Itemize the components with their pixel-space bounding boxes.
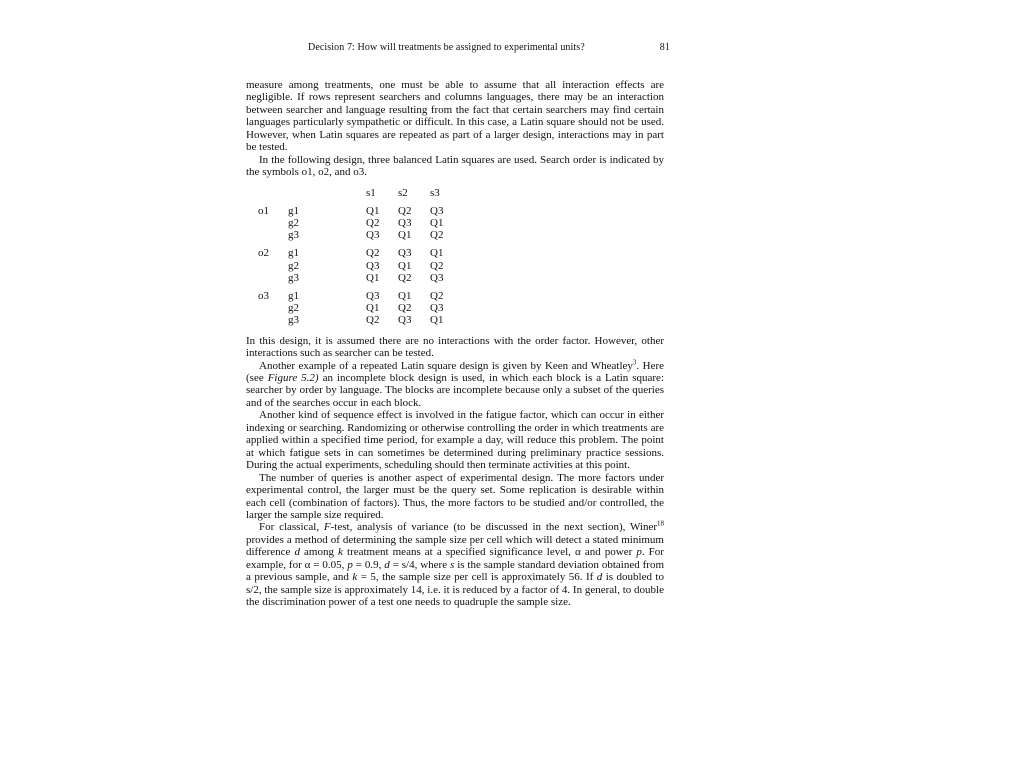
table-cell: Q2: [430, 290, 444, 303]
table-cell: Q1: [430, 217, 444, 230]
table-cell: Q2: [366, 217, 380, 230]
paragraph-5: Another kind of sequence effect is involved in the fatigue factor, which can occur in either indexing or searching. Randomizing or otherwise controlling the order in which treatments are applied within a specified time period, for example a day, will reduce this problem. The point at which fatigue sets in can sometimes be determined during preliminary practice sessions. During the actual experiments, scheduling should then terminate activities at this point.: [246, 409, 664, 472]
math-symbol: s: [450, 558, 455, 571]
table-row: [258, 302, 462, 314]
group-label: g3: [288, 229, 299, 242]
paragraph-7-text: treatment means at a specified significance level, α and power: [342, 546, 637, 559]
group-label: g1: [288, 247, 299, 260]
math-symbol: d: [294, 546, 300, 559]
math-symbol: p: [636, 546, 642, 559]
paragraph-2: In the following design, three balanced Latin squares are used. Search order is indicated by the symbols o1, o2, and o3.: [246, 153, 664, 179]
table-cell: Q3: [398, 247, 412, 260]
table-cell: Q3: [430, 204, 444, 217]
group-label: g3: [288, 314, 299, 327]
paragraph-7-text: is doubled to s/2, the sample size is approximately 14, i.e. it is reduced by a factor of 4. In general, to double the discrimination power of a test one needs to quadruple the sample size.: [246, 571, 664, 609]
math-symbol: p: [347, 558, 353, 571]
reference-superscript: 18: [657, 519, 665, 528]
table-cell: Q3: [366, 290, 380, 303]
group-label: g2: [288, 217, 299, 230]
group-label: g2: [288, 302, 299, 315]
figure-reference: Figure 5.2): [267, 372, 319, 385]
table-cell: Q3: [366, 259, 380, 272]
body-text: [246, 79, 664, 609]
group-label: g2: [288, 259, 299, 272]
paragraph-7-text: is the sample standard deviation obtained from a previous sample, and: [246, 558, 664, 584]
paragraph-7-text: = s/4, where: [389, 558, 451, 571]
column-header: s2: [398, 186, 408, 199]
table-cell: Q1: [430, 314, 444, 327]
table-cell: Q1: [366, 204, 380, 217]
table-cell: Q1: [398, 229, 412, 242]
table-cell: Q3: [398, 217, 412, 230]
order-label: o3: [258, 290, 269, 303]
table-cell: Q3: [398, 314, 412, 327]
paragraph-7-text: among: [299, 546, 339, 559]
group-label: g1: [288, 204, 299, 217]
table-row: [258, 314, 462, 326]
table-header-row: [258, 187, 462, 199]
math-symbol: d: [596, 571, 603, 584]
paragraph-7-text: -test, analysis of variance (to be discussed in the next section), Winer: [330, 521, 658, 534]
running-head-title: Decision 7: How will treatments be assigned to experimental units?: [308, 42, 585, 53]
column-header: s3: [430, 186, 440, 199]
paragraph-6: The number of queries is another aspect of experimental design. The more factors under experimental control, the larger must be the query set. Some replication is desirable within each cell (combination of factors). Thus, the more factors to be studied and/or controlled, the larger the sample size required.: [246, 471, 664, 521]
group-label: g1: [288, 290, 299, 303]
latin-square-table: [258, 187, 462, 327]
math-symbol: k: [338, 546, 343, 559]
order-label: o1: [258, 204, 269, 217]
page-number: 81: [659, 42, 670, 53]
paragraph-3: In this design, it is assumed there are no interactions with the order factor. However, other interactions such as searcher can be tested.: [246, 334, 664, 360]
table-row: [258, 229, 462, 241]
table-cell: Q3: [430, 302, 444, 315]
paragraph-7-text: provides a method of determining the sample size per cell which will detect a stated minimum difference: [246, 533, 664, 559]
paragraph-7-text: = 5, the sample size per cell is approximately 56. If: [357, 571, 597, 584]
paragraph-4-text: an incomplete block design is used, in which each block is a Latin square: searcher by order by language. The blocks are incomplete because only a subset of the queries and of the searches occur in each block.: [246, 372, 665, 409]
paragraph-7-text: . For example, for α = 0.05,: [246, 546, 664, 571]
table-cell: Q1: [398, 259, 412, 272]
math-symbol: d: [384, 558, 390, 571]
table-cell: Q2: [430, 259, 444, 272]
paragraph-7: [246, 521, 664, 608]
math-symbol: k: [352, 571, 358, 584]
table-cell: Q2: [398, 302, 412, 315]
table-cell: Q1: [430, 247, 444, 260]
table-cell: Q3: [430, 271, 444, 284]
paragraph-4: [246, 357, 665, 410]
table-row: [258, 272, 462, 284]
table-cell: Q2: [430, 229, 444, 242]
table-row: [258, 247, 462, 259]
paragraph-7-text: = 0.9,: [352, 558, 385, 571]
table-cell: Q2: [366, 314, 380, 327]
table-cell: Q2: [398, 204, 412, 217]
paragraph-4-text: Another example of a repeated Latin square design is given by Keen and Wheatley: [259, 359, 633, 372]
table-cell: Q1: [366, 271, 380, 284]
table-cell: Q1: [398, 290, 412, 303]
table-row: [258, 217, 462, 229]
paragraph-1: measure among treatments, one must be able to assume that all interaction effects are negligible. If rows represent searchers and columns languages, there may be an interaction between searcher and language resulting from the fact that certain searchers may find certain languages particularly sympathetic or difficult. In this case, a Latin square should not be used. However, when Latin squares are repeated as part of a larger design, interactions may in part be tested.: [246, 79, 664, 154]
column-header: s1: [366, 186, 376, 199]
table-row: [258, 290, 462, 302]
reference-superscript: 3: [632, 357, 637, 366]
table-row: [258, 205, 462, 217]
table-cell: Q3: [366, 229, 380, 242]
table-cell: Q2: [366, 247, 380, 260]
math-symbol: F: [323, 521, 331, 534]
table-row: [258, 260, 462, 272]
order-label: o2: [258, 247, 269, 260]
group-label: g3: [288, 271, 299, 284]
running-head: [308, 42, 670, 53]
paragraph-4-text: . Here (see: [246, 359, 664, 385]
table-cell: Q2: [398, 271, 412, 284]
table-cell: Q1: [366, 302, 380, 315]
paragraph-7-text: For classical,: [259, 521, 324, 534]
